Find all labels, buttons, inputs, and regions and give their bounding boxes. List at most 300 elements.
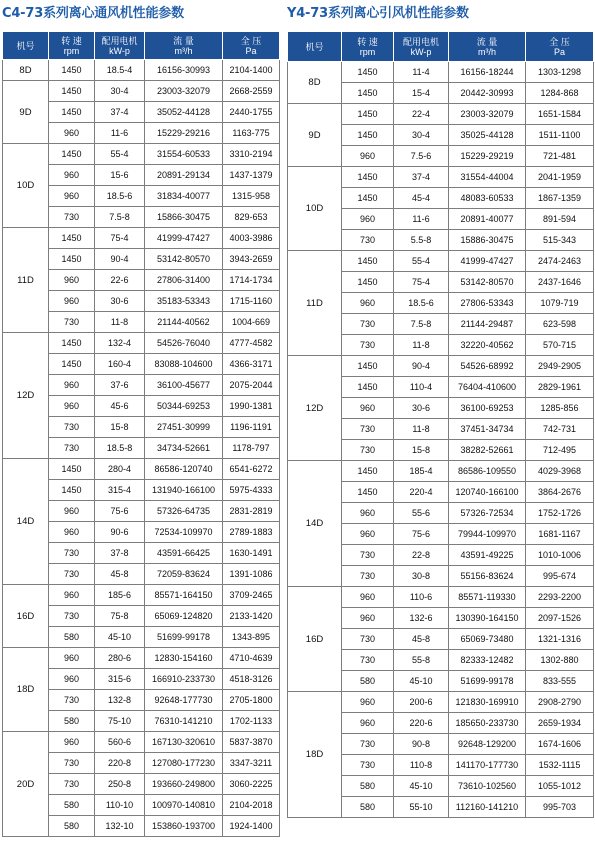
model-cell: 11D <box>288 251 342 356</box>
motor-cell: 30-8 <box>394 566 449 587</box>
pressure-cell: 2705-1800 <box>223 690 280 711</box>
table-row <box>3 585 280 606</box>
speed-cell: 730 <box>342 566 394 587</box>
header-flow: 流 量 m³/h <box>145 32 223 60</box>
header-model: 机号 <box>288 32 342 62</box>
speed-cell: 960 <box>49 123 95 144</box>
speed-cell: 1450 <box>49 333 95 354</box>
motor-cell: 18.5-8 <box>95 438 145 459</box>
flow-cell: 12830-154160 <box>145 648 223 669</box>
motor-cell: 280-6 <box>95 648 145 669</box>
motor-cell: 280-4 <box>95 459 145 480</box>
speed-cell: 960 <box>342 398 394 419</box>
table-row <box>288 62 594 83</box>
speed-cell: 960 <box>49 165 95 186</box>
motor-cell: 37-6 <box>95 375 145 396</box>
motor-cell: 200-6 <box>394 692 449 713</box>
motor-cell: 45-10 <box>95 627 145 648</box>
speed-cell: 1450 <box>49 354 95 375</box>
motor-cell: 45-4 <box>394 188 449 209</box>
motor-cell: 220-8 <box>95 753 145 774</box>
motor-cell: 75-10 <box>95 711 145 732</box>
table-row <box>288 692 594 713</box>
speed-cell: 730 <box>342 629 394 650</box>
speed-cell: 1450 <box>342 62 394 83</box>
flow-cell: 55156-83624 <box>449 566 526 587</box>
table-row <box>3 60 280 81</box>
motor-cell: 11-4 <box>394 62 449 83</box>
flow-cell: 92648-129200 <box>449 734 526 755</box>
pressure-cell: 3709-2465 <box>223 585 280 606</box>
flow-cell: 23003-32079 <box>145 81 223 102</box>
pressure-cell: 2440-1755 <box>223 102 280 123</box>
speed-cell: 960 <box>342 692 394 713</box>
pressure-cell: 2293-2200 <box>526 587 594 608</box>
motor-cell: 15-4 <box>394 83 449 104</box>
pressure-cell: 1511-1100 <box>526 125 594 146</box>
model-cell: 12D <box>288 356 342 461</box>
speed-cell: 580 <box>49 795 95 816</box>
flow-cell: 76404-410600 <box>449 377 526 398</box>
flow-cell: 38282-52661 <box>449 440 526 461</box>
speed-cell: 960 <box>342 146 394 167</box>
pressure-cell: 1196-1191 <box>223 417 280 438</box>
y4-73-panel <box>287 0 593 818</box>
motor-cell: 7.5-8 <box>95 207 145 228</box>
speed-cell: 730 <box>342 734 394 755</box>
speed-cell: 1450 <box>342 377 394 398</box>
model-cell: 8D <box>288 62 342 104</box>
motor-cell: 90-6 <box>95 522 145 543</box>
model-cell: 14D <box>288 461 342 587</box>
flow-cell: 27806-53343 <box>449 293 526 314</box>
speed-cell: 730 <box>49 606 95 627</box>
motor-cell: 11-6 <box>95 123 145 144</box>
header-motor: 配用电机 kW-p <box>394 32 449 62</box>
speed-cell: 1450 <box>342 125 394 146</box>
motor-cell: 110-4 <box>394 377 449 398</box>
speed-cell: 1450 <box>342 482 394 503</box>
flow-cell: 72534-109970 <box>145 522 223 543</box>
speed-cell: 730 <box>342 419 394 440</box>
pressure-cell: 2437-1646 <box>526 272 594 293</box>
motor-cell: 30-4 <box>95 81 145 102</box>
speed-cell: 960 <box>342 503 394 524</box>
flow-cell: 73610-102560 <box>449 776 526 797</box>
pressure-cell: 1532-1115 <box>526 755 594 776</box>
motor-cell: 30-6 <box>394 398 449 419</box>
pressure-cell: 1630-1491 <box>223 543 280 564</box>
flow-cell: 27451-30999 <box>145 417 223 438</box>
flow-cell: 20442-30993 <box>449 83 526 104</box>
motor-cell: 185-6 <box>95 585 145 606</box>
flow-cell: 131940-166100 <box>145 480 223 501</box>
flow-cell: 36100-45677 <box>145 375 223 396</box>
pressure-cell: 623-598 <box>526 314 594 335</box>
pressure-cell: 2075-2044 <box>223 375 280 396</box>
flow-cell: 167130-320610 <box>145 732 223 753</box>
speed-cell: 730 <box>342 440 394 461</box>
pressure-cell: 570-715 <box>526 335 594 356</box>
table-row <box>3 144 280 165</box>
flow-cell: 86586-109550 <box>449 461 526 482</box>
flow-cell: 37451-34734 <box>449 419 526 440</box>
pressure-cell: 1303-1298 <box>526 62 594 83</box>
speed-cell: 960 <box>49 648 95 669</box>
motor-cell: 15-8 <box>95 417 145 438</box>
flow-cell: 51699-99178 <box>449 671 526 692</box>
header-speed: 转 速 rpm <box>49 32 95 60</box>
flow-cell: 36100-69253 <box>449 398 526 419</box>
motor-cell: 22-4 <box>394 104 449 125</box>
flow-cell: 15866-30475 <box>145 207 223 228</box>
pressure-cell: 2659-1934 <box>526 713 594 734</box>
flow-cell: 72059-83624 <box>145 564 223 585</box>
speed-cell: 960 <box>342 587 394 608</box>
table-row <box>288 167 594 188</box>
flow-cell: 41999-47427 <box>449 251 526 272</box>
pressure-cell: 1715-1160 <box>223 291 280 312</box>
speed-cell: 960 <box>49 270 95 291</box>
flow-cell: 92648-177730 <box>145 690 223 711</box>
flow-cell: 65069-124820 <box>145 606 223 627</box>
speed-cell: 960 <box>49 585 95 606</box>
flow-cell: 35183-53343 <box>145 291 223 312</box>
flow-cell: 16156-30993 <box>145 60 223 81</box>
speed-cell: 1450 <box>342 356 394 377</box>
speed-cell: 580 <box>49 627 95 648</box>
pressure-cell: 1284-868 <box>526 83 594 104</box>
motor-cell: 185-4 <box>394 461 449 482</box>
motor-cell: 220-6 <box>394 713 449 734</box>
pressure-cell: 1702-1133 <box>223 711 280 732</box>
model-cell: 12D <box>3 333 49 459</box>
speed-cell: 960 <box>49 375 95 396</box>
table-row <box>3 333 280 354</box>
speed-cell: 960 <box>342 608 394 629</box>
speed-cell: 960 <box>342 713 394 734</box>
pressure-cell: 2949-2905 <box>526 356 594 377</box>
motor-cell: 132-8 <box>95 690 145 711</box>
table-title: C4-73系列离心通风机性能参数 <box>2 6 184 21</box>
flow-cell: 166910-233730 <box>145 669 223 690</box>
motor-cell: 22-8 <box>394 545 449 566</box>
flow-cell: 79944-109970 <box>449 524 526 545</box>
motor-cell: 18.5-6 <box>394 293 449 314</box>
flow-cell: 76310-141210 <box>145 711 223 732</box>
model-cell: 11D <box>3 228 49 333</box>
speed-cell: 730 <box>49 312 95 333</box>
motor-cell: 15-8 <box>394 440 449 461</box>
table-row <box>288 587 594 608</box>
pressure-cell: 3347-3211 <box>223 753 280 774</box>
pressure-cell: 1285-856 <box>526 398 594 419</box>
pressure-cell: 1752-1726 <box>526 503 594 524</box>
motor-cell: 110-10 <box>95 795 145 816</box>
pressure-cell: 1867-1359 <box>526 188 594 209</box>
flow-cell: 15229-29219 <box>449 146 526 167</box>
flow-cell: 85571-164150 <box>145 585 223 606</box>
header-pressure: 全 压 Pa <box>223 32 280 60</box>
speed-cell: 960 <box>49 669 95 690</box>
pressure-cell: 1391-1086 <box>223 564 280 585</box>
speed-cell: 730 <box>49 417 95 438</box>
model-cell: 16D <box>288 587 342 692</box>
flow-cell: 43591-66425 <box>145 543 223 564</box>
pressure-cell: 833-555 <box>526 671 594 692</box>
speed-cell: 730 <box>49 207 95 228</box>
pressure-cell: 995-674 <box>526 566 594 587</box>
pressure-cell: 2831-2819 <box>223 501 280 522</box>
pressure-cell: 1079-719 <box>526 293 594 314</box>
speed-cell: 1450 <box>49 81 95 102</box>
pressure-cell: 995-703 <box>526 797 594 818</box>
flow-cell: 54526-76040 <box>145 333 223 354</box>
flow-cell: 85571-119330 <box>449 587 526 608</box>
speed-cell: 1450 <box>342 188 394 209</box>
y4-73-table <box>287 31 594 818</box>
table-row <box>288 356 594 377</box>
model-cell: 16D <box>3 585 49 648</box>
speed-cell: 960 <box>49 732 95 753</box>
flow-cell: 127080-177230 <box>145 753 223 774</box>
speed-cell: 1450 <box>342 272 394 293</box>
flow-cell: 41999-47427 <box>145 228 223 249</box>
motor-cell: 250-8 <box>95 774 145 795</box>
flow-cell: 50344-69253 <box>145 396 223 417</box>
header-motor: 配用电机 kW-p <box>95 32 145 60</box>
flow-cell: 82333-12482 <box>449 650 526 671</box>
motor-cell: 55-4 <box>95 144 145 165</box>
flow-cell: 51699-99178 <box>145 627 223 648</box>
flow-cell: 141170-177730 <box>449 755 526 776</box>
pressure-cell: 2097-1526 <box>526 608 594 629</box>
flow-cell: 31554-44004 <box>449 167 526 188</box>
pressure-cell: 1315-958 <box>223 186 280 207</box>
flow-cell: 112160-141210 <box>449 797 526 818</box>
model-cell: 18D <box>288 692 342 818</box>
motor-cell: 45-6 <box>95 396 145 417</box>
motor-cell: 55-6 <box>394 503 449 524</box>
pressure-cell: 891-594 <box>526 209 594 230</box>
pressure-cell: 1674-1606 <box>526 734 594 755</box>
motor-cell: 45-10 <box>394 776 449 797</box>
speed-cell: 1450 <box>49 459 95 480</box>
motor-cell: 75-8 <box>95 606 145 627</box>
motor-cell: 55-10 <box>394 797 449 818</box>
pressure-cell: 1651-1584 <box>526 104 594 125</box>
speed-cell: 730 <box>342 335 394 356</box>
speed-cell: 1450 <box>49 60 95 81</box>
motor-cell: 220-4 <box>394 482 449 503</box>
pressure-cell: 742-731 <box>526 419 594 440</box>
motor-cell: 160-4 <box>95 354 145 375</box>
table-row <box>288 104 594 125</box>
flow-cell: 35052-44128 <box>145 102 223 123</box>
header-speed: 转 速 rpm <box>342 32 394 62</box>
pressure-cell: 3943-2659 <box>223 249 280 270</box>
motor-cell: 90-4 <box>95 249 145 270</box>
flow-cell: 27806-31400 <box>145 270 223 291</box>
pressure-cell: 1010-1006 <box>526 545 594 566</box>
pressure-cell: 1681-1167 <box>526 524 594 545</box>
speed-cell: 960 <box>49 291 95 312</box>
speed-cell: 730 <box>49 690 95 711</box>
motor-cell: 45-8 <box>394 629 449 650</box>
motor-cell: 30-6 <box>95 291 145 312</box>
flow-cell: 23003-32079 <box>449 104 526 125</box>
flow-cell: 57326-64735 <box>145 501 223 522</box>
motor-cell: 30-4 <box>394 125 449 146</box>
pressure-cell: 515-343 <box>526 230 594 251</box>
motor-cell: 11-6 <box>394 209 449 230</box>
speed-cell: 730 <box>49 753 95 774</box>
model-cell: 10D <box>288 167 342 251</box>
speed-cell: 580 <box>342 671 394 692</box>
pressure-cell: 4710-4639 <box>223 648 280 669</box>
pressure-cell: 4366-3171 <box>223 354 280 375</box>
pressure-cell: 3310-2194 <box>223 144 280 165</box>
motor-cell: 75-6 <box>95 501 145 522</box>
c4-73-panel <box>2 0 279 837</box>
flow-cell: 65069-73480 <box>449 629 526 650</box>
speed-cell: 960 <box>342 293 394 314</box>
pressure-cell: 3864-2676 <box>526 482 594 503</box>
speed-cell: 960 <box>342 524 394 545</box>
pressure-cell: 5975-4333 <box>223 480 280 501</box>
table-row <box>288 251 594 272</box>
speed-cell: 1450 <box>49 480 95 501</box>
speed-cell: 730 <box>342 314 394 335</box>
speed-cell: 580 <box>49 711 95 732</box>
flow-cell: 20891-40077 <box>449 209 526 230</box>
motor-cell: 90-8 <box>394 734 449 755</box>
speed-cell: 1450 <box>342 251 394 272</box>
pressure-cell: 2133-1420 <box>223 606 280 627</box>
table-row <box>3 732 280 753</box>
motor-cell: 75-4 <box>394 272 449 293</box>
motor-cell: 18.5-4 <box>95 60 145 81</box>
motor-cell: 7.5-6 <box>394 146 449 167</box>
pressure-cell: 1178-797 <box>223 438 280 459</box>
motor-cell: 110-6 <box>394 587 449 608</box>
flow-cell: 43591-49225 <box>449 545 526 566</box>
pressure-cell: 1437-1379 <box>223 165 280 186</box>
motor-cell: 55-8 <box>394 650 449 671</box>
motor-cell: 11-8 <box>95 312 145 333</box>
pressure-cell: 1055-1012 <box>526 776 594 797</box>
speed-cell: 1450 <box>342 83 394 104</box>
flow-cell: 185650-233730 <box>449 713 526 734</box>
pressure-cell: 6541-6272 <box>223 459 280 480</box>
flow-cell: 31554-60533 <box>145 144 223 165</box>
motor-cell: 315-4 <box>95 480 145 501</box>
pressure-cell: 712-495 <box>526 440 594 461</box>
speed-cell: 730 <box>49 438 95 459</box>
speed-cell: 730 <box>49 543 95 564</box>
flow-cell: 34734-52661 <box>145 438 223 459</box>
pressure-cell: 4003-3986 <box>223 228 280 249</box>
pressure-cell: 1924-1400 <box>223 816 280 837</box>
pressure-cell: 1163-775 <box>223 123 280 144</box>
motor-cell: 11-8 <box>394 335 449 356</box>
flow-cell: 32220-40562 <box>449 335 526 356</box>
header-pressure: 全 压 Pa <box>526 32 594 62</box>
speed-cell: 730 <box>342 230 394 251</box>
speed-cell: 730 <box>49 564 95 585</box>
speed-cell: 1450 <box>342 461 394 482</box>
motor-cell: 15-6 <box>95 165 145 186</box>
speed-cell: 960 <box>49 501 95 522</box>
motor-cell: 37-8 <box>95 543 145 564</box>
pressure-cell: 4777-4582 <box>223 333 280 354</box>
pressure-cell: 2789-1883 <box>223 522 280 543</box>
pressure-cell: 2041-1959 <box>526 167 594 188</box>
table-header <box>3 32 280 60</box>
pressure-cell: 1302-880 <box>526 650 594 671</box>
motor-cell: 45-8 <box>95 564 145 585</box>
table-row <box>3 228 280 249</box>
speed-cell: 1450 <box>342 167 394 188</box>
flow-cell: 86586-120740 <box>145 459 223 480</box>
motor-cell: 45-10 <box>394 671 449 692</box>
speed-cell: 1450 <box>49 228 95 249</box>
motor-cell: 110-8 <box>394 755 449 776</box>
pressure-cell: 2908-2790 <box>526 692 594 713</box>
model-cell: 8D <box>3 60 49 81</box>
table-row <box>288 461 594 482</box>
model-cell: 18D <box>3 648 49 732</box>
speed-cell: 730 <box>342 650 394 671</box>
model-cell: 9D <box>288 104 342 167</box>
table-title: Y4-73系列离心引风机性能参数 <box>287 6 469 21</box>
speed-cell: 1450 <box>49 144 95 165</box>
flow-cell: 31834-40077 <box>145 186 223 207</box>
model-cell: 14D <box>3 459 49 585</box>
motor-cell: 75-6 <box>394 524 449 545</box>
motor-cell: 37-4 <box>394 167 449 188</box>
motor-cell: 55-4 <box>394 251 449 272</box>
speed-cell: 730 <box>342 755 394 776</box>
flow-cell: 20891-29134 <box>145 165 223 186</box>
pressure-cell: 4029-3968 <box>526 461 594 482</box>
pressure-cell: 3060-2225 <box>223 774 280 795</box>
c4-73-table <box>2 31 280 837</box>
table-row <box>3 459 280 480</box>
flow-cell: 83088-104600 <box>145 354 223 375</box>
motor-cell: 37-4 <box>95 102 145 123</box>
pressure-cell: 2829-1961 <box>526 377 594 398</box>
speed-cell: 960 <box>49 396 95 417</box>
speed-cell: 960 <box>49 522 95 543</box>
motor-cell: 11-8 <box>394 419 449 440</box>
flow-cell: 53142-80570 <box>449 272 526 293</box>
table-body <box>288 62 594 818</box>
flow-cell: 48083-60533 <box>449 188 526 209</box>
speed-cell: 580 <box>342 776 394 797</box>
flow-cell: 21144-40562 <box>145 312 223 333</box>
motor-cell: 560-6 <box>95 732 145 753</box>
motor-cell: 18.5-6 <box>95 186 145 207</box>
pressure-cell: 5837-3870 <box>223 732 280 753</box>
pressure-cell: 1714-1734 <box>223 270 280 291</box>
pressure-cell: 4518-3126 <box>223 669 280 690</box>
pressure-cell: 1004-669 <box>223 312 280 333</box>
flow-cell: 35025-44128 <box>449 125 526 146</box>
pressure-cell: 1321-1316 <box>526 629 594 650</box>
speed-cell: 960 <box>49 186 95 207</box>
speed-cell: 1450 <box>49 102 95 123</box>
